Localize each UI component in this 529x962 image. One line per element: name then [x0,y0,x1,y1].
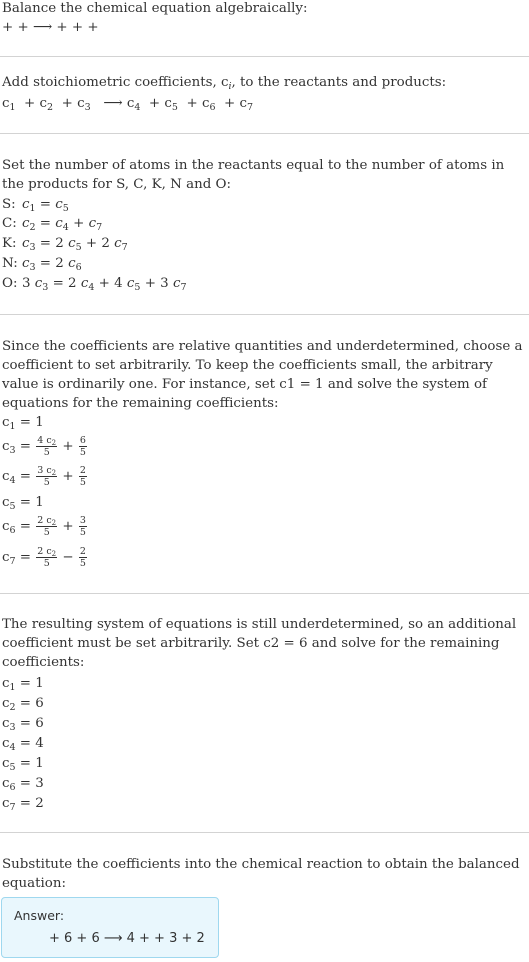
solution-row: $c_4$ = $\frac{3 c_2}{5}$ + $\frac{2}{5}$ [2,465,86,488]
solution-row: $c_7$ = $\frac{2 c_2}{5}$ − $\frac{2}{5}$ [2,546,86,569]
term-c1: $c_1$ [2,96,16,113]
final-coefficient-row: $c_5 = 1$ [2,756,44,773]
answer-label: Answer: [14,908,65,923]
arbitrary-choice-intro: Since the coefficients are relative quantities and underdetermined, choose a coefficient to set arbitrarily. To keep the coefficients small, the arbitrary value is ordinarily one. For instance, set c1 = 1 and solve the system of equations for the remaining coefficients: [2,339,523,411]
divider [0,314,529,315]
solution-row: $c_3$ = $\frac{4 c_2}{5}$ + $\frac{6}{5}$ [2,435,86,458]
divider [0,832,529,833]
final-coefficient-row: $c_3 = 6$ [2,716,44,733]
answer-box [1,897,219,958]
atom-row-s: S: $c_1 = c_5$ [2,197,69,214]
coefficient-equation: $c_1 + c_2 + c_3$ ⟶ $c_4 + c_5 + c_6 + c_7$ [2,96,254,113]
atom-row-n: N: $c_3 = 2$ $c_6$ [2,256,82,273]
final-coefficient-row: $c_2 = 6$ [2,696,44,713]
final-coefficient-row: $c_7 = 2$ [2,796,44,813]
divider [0,133,529,134]
final-coefficient-row: $c_6 = 3$ [2,776,44,793]
atom-balance-intro: Set the number of atoms in the reactants equal to the number of atoms in the products for S, C, K, N and O: [2,158,505,192]
second-choice-intro: The resulting system of equations is still underdetermined, so an additional coefficient must be set arbitrarily. Set c2 = 6 and solve for the remaining coefficients: [2,617,517,670]
solution-row: $c_6$ = $\frac{2 c_2}{5}$ + $\frac{3}{5}$ [2,515,86,538]
balanced-equation: + 6 + 6 ⟶ 4 + + 3 + 2 [49,931,205,946]
substitute-intro: Substitute the coefficients into the chemical reaction to obtain the balanced equation: [2,857,520,891]
divider [0,56,529,57]
solution-row: $c_1 = 1$ [2,415,44,432]
final-coefficient-row: $c_1 = 1$ [2,676,44,693]
solution-row: $c_5 = 1$ [2,495,44,512]
divider [0,593,529,594]
atom-row-o: O: 3 $c_3 = 2$ $c_4 + 4$ $c_5 + 3$ $c_7$ [2,276,187,293]
atom-row-k: K: $c_3 = 2$ $c_5 + 2$ $c_7$ [2,236,128,253]
atom-row-c: C: $c_2 = c_4 + c_7$ [2,216,103,233]
unbalanced-equation: + + ⟶ + + + [2,20,99,35]
final-coefficient-row: $c_4 = 4$ [2,736,44,753]
balance-intro: Balance the chemical equation algebraically: [2,1,308,16]
coefficients-intro: Add stoichiometric coefficients, $c_i$, to the reactants and products: [2,75,447,92]
